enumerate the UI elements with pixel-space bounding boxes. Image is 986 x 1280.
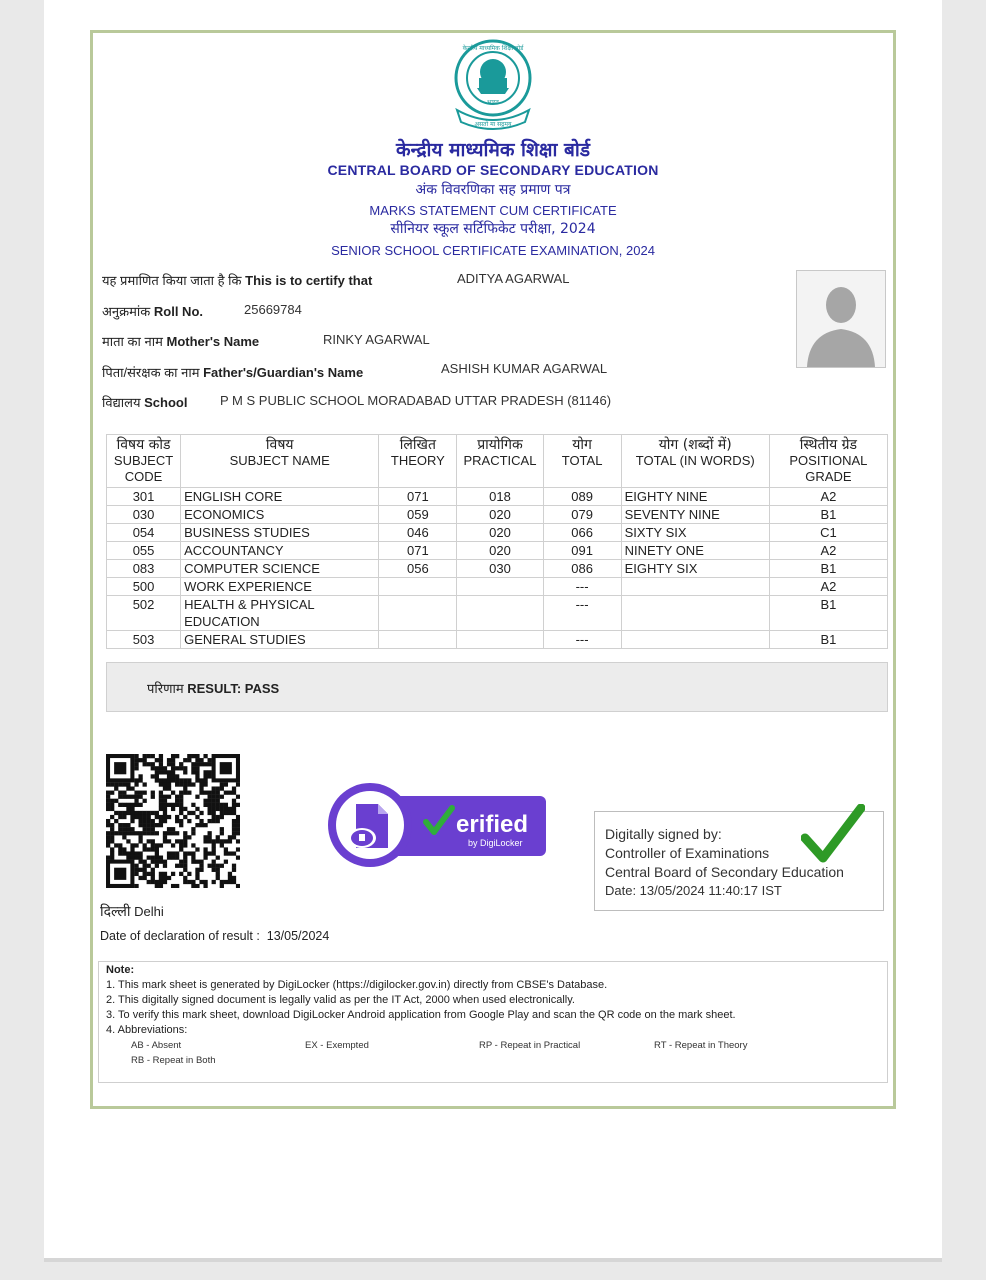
cell-grade: C1 bbox=[769, 524, 887, 542]
cell-words: EIGHTY SIX bbox=[621, 560, 769, 578]
header-subject-code: विषय कोड SUBJECT CODE bbox=[107, 435, 181, 488]
svg-text:असतो मा सद्गमय: असतो मा सद्गमय bbox=[474, 121, 512, 128]
cell-total: 079 bbox=[543, 506, 621, 524]
cell-grade: B1 bbox=[769, 560, 887, 578]
cbse-logo bbox=[449, 38, 537, 136]
digilocker-verified-badge bbox=[328, 782, 548, 868]
note-box bbox=[98, 961, 888, 1083]
signature-line: Controller of Examinations bbox=[605, 845, 770, 861]
cell-theory bbox=[379, 578, 457, 596]
cell-theory: 071 bbox=[379, 542, 457, 560]
table-header-row bbox=[107, 435, 888, 488]
cell-theory bbox=[379, 631, 457, 649]
cell-words: EIGHTY NINE bbox=[621, 488, 769, 506]
table-row bbox=[107, 596, 888, 631]
cell-total: 086 bbox=[543, 560, 621, 578]
cell-words bbox=[621, 631, 769, 649]
abbreviation: RP - Repeat in Practical bbox=[479, 1040, 581, 1051]
cell-practical: 020 bbox=[457, 506, 543, 524]
verified-subtext: by DigiLocker bbox=[468, 838, 523, 848]
cell-code: 301 bbox=[107, 488, 181, 506]
cell-subject: ENGLISH CORE bbox=[181, 488, 379, 506]
header-practical: प्रायोगिक PRACTICAL bbox=[457, 435, 543, 488]
school-label: विद्यालय School bbox=[102, 395, 188, 410]
cell-practical: 018 bbox=[457, 488, 543, 506]
cell-grade: A2 bbox=[769, 542, 887, 560]
cell-theory: 059 bbox=[379, 506, 457, 524]
result-text: परिणाम RESULT: PASS bbox=[147, 681, 280, 697]
mother-label: माता का नाम Mother's Name bbox=[102, 334, 260, 349]
cell-total: --- bbox=[543, 596, 621, 631]
cell-code: 503 bbox=[107, 631, 181, 649]
note-line: 2. This digitally signed document is legally valid as per the IT Act, 2000 when used electronically. bbox=[106, 994, 575, 1006]
page-shadow bbox=[44, 1258, 942, 1262]
verified-text: erified bbox=[456, 811, 529, 838]
cell-subject: HEALTH & PHYSICAL EDUCATION bbox=[181, 596, 379, 631]
note-line: 4. Abbreviations: bbox=[106, 1024, 188, 1036]
statement-title-english: MARKS STATEMENT CUM CERTIFICATE bbox=[369, 203, 617, 218]
cell-subject: WORK EXPERIENCE bbox=[181, 578, 379, 596]
exam-title-hindi: सीनियर स्कूल सर्टिफिकेट परीक्षा, 2024 bbox=[390, 221, 596, 237]
mother-name: RINKY AGARWAL bbox=[323, 332, 430, 347]
cell-grade: B1 bbox=[769, 506, 887, 524]
father-name: ASHISH KUMAR AGARWAL bbox=[441, 361, 608, 376]
header-grade: स्थितीय ग्रेड POSITIONAL GRADE bbox=[769, 435, 887, 488]
cell-words: SIXTY SIX bbox=[621, 524, 769, 542]
cell-grade: A2 bbox=[769, 578, 887, 596]
cell-theory: 071 bbox=[379, 488, 457, 506]
header-total: योग TOTAL bbox=[543, 435, 621, 488]
cell-total: --- bbox=[543, 578, 621, 596]
table-row bbox=[107, 560, 888, 578]
header-subject-name: विषय SUBJECT NAME bbox=[181, 435, 379, 488]
signature-line: Digitally signed by: bbox=[605, 826, 722, 842]
cell-total: --- bbox=[543, 631, 621, 649]
cell-subject: GENERAL STUDIES bbox=[181, 631, 379, 649]
note-line: 1. This mark sheet is generated by DigiLocker (https://digilocker.gov.in) directly from CBSE's Database. bbox=[106, 979, 608, 991]
cell-words bbox=[621, 596, 769, 631]
cell-grade: B1 bbox=[769, 596, 887, 631]
certify-label: यह प्रमाणित किया जाता है कि This is to certify that bbox=[102, 273, 373, 288]
declaration-date: Date of declaration of result : 13/05/2024 bbox=[100, 929, 330, 943]
table-row bbox=[107, 542, 888, 560]
marks-table bbox=[106, 434, 888, 649]
exam-title-english: SENIOR SCHOOL CERTIFICATE EXAMINATION, 2024 bbox=[331, 243, 655, 258]
cell-words bbox=[621, 578, 769, 596]
digital-signature-box[interactable] bbox=[594, 811, 884, 911]
abbreviation: RB - Repeat in Both bbox=[131, 1055, 216, 1066]
cell-code: 030 bbox=[107, 506, 181, 524]
cell-grade: A2 bbox=[769, 488, 887, 506]
board-name-english: CENTRAL BOARD OF SECONDARY EDUCATION bbox=[327, 162, 659, 178]
abbreviation: EX - Exempted bbox=[305, 1040, 369, 1051]
cell-theory bbox=[379, 596, 457, 631]
table-row bbox=[107, 578, 888, 596]
note-title: Note: bbox=[106, 964, 135, 976]
cell-code: 054 bbox=[107, 524, 181, 542]
table-row bbox=[107, 631, 888, 649]
cell-code: 502 bbox=[107, 596, 181, 631]
abbreviation: RT - Repeat in Theory bbox=[654, 1040, 748, 1051]
school-name: P M S PUBLIC SCHOOL MORADABAD UTTAR PRADESH (81146) bbox=[220, 393, 612, 408]
cell-theory: 046 bbox=[379, 524, 457, 542]
cell-words: SEVENTY NINE bbox=[621, 506, 769, 524]
table-row bbox=[107, 524, 888, 542]
person-silhouette-icon bbox=[797, 271, 885, 367]
cell-code: 083 bbox=[107, 560, 181, 578]
svg-text:केन्द्रीय माध्यमिक शिक्षा बोर्: केन्द्रीय माध्यमिक शिक्षा बोर्ड bbox=[462, 45, 524, 52]
cell-total: 066 bbox=[543, 524, 621, 542]
cell-words: NINETY ONE bbox=[621, 542, 769, 560]
candidate-name: ADITYA AGARWAL bbox=[457, 271, 570, 286]
cell-practical: 020 bbox=[457, 524, 543, 542]
table-row bbox=[107, 506, 888, 524]
cell-practical bbox=[457, 631, 543, 649]
candidate-photo bbox=[796, 270, 886, 368]
qr-code-icon[interactable] bbox=[106, 754, 240, 888]
note-line: 3. To verify this mark sheet, download DigiLocker Android application from Google Play and scan the QR code on the mark sheet. bbox=[106, 1009, 736, 1021]
cell-practical bbox=[457, 596, 543, 631]
header-total-words: योग (शब्दों में) TOTAL (IN WORDS) bbox=[621, 435, 769, 488]
svg-text:भारत: भारत bbox=[487, 99, 499, 106]
cell-subject: COMPUTER SCIENCE bbox=[181, 560, 379, 578]
roll-number: 25669784 bbox=[244, 302, 302, 317]
cell-total: 091 bbox=[543, 542, 621, 560]
cell-subject: ACCOUNTANCY bbox=[181, 542, 379, 560]
cell-practical bbox=[457, 578, 543, 596]
header-theory: लिखित THEORY bbox=[379, 435, 457, 488]
cell-grade: B1 bbox=[769, 631, 887, 649]
result-row bbox=[106, 662, 888, 712]
father-label: पिता/संरक्षक का नाम Father's/Guardian's Name bbox=[102, 365, 364, 380]
signature-line: Central Board of Secondary Education bbox=[605, 864, 844, 880]
table-row bbox=[107, 488, 888, 506]
cell-code: 055 bbox=[107, 542, 181, 560]
signature-date: Date: 13/05/2024 11:40:17 IST bbox=[605, 883, 782, 898]
cell-subject: ECONOMICS bbox=[181, 506, 379, 524]
cell-practical: 020 bbox=[457, 542, 543, 560]
statement-title-hindi: अंक विवरणिका सह प्रमाण पत्र bbox=[415, 182, 571, 198]
cell-practical: 030 bbox=[457, 560, 543, 578]
checkmark-icon bbox=[801, 804, 865, 866]
roll-label: अनुक्रमांक Roll No. bbox=[102, 304, 203, 319]
cell-total: 089 bbox=[543, 488, 621, 506]
board-name-hindi: केन्द्रीय माध्यमिक शिक्षा बोर्ड bbox=[396, 139, 590, 161]
place: दिल्ली Delhi bbox=[100, 904, 164, 920]
cell-code: 500 bbox=[107, 578, 181, 596]
cell-subject: BUSINESS STUDIES bbox=[181, 524, 379, 542]
cell-theory: 056 bbox=[379, 560, 457, 578]
abbreviation: AB - Absent bbox=[131, 1040, 182, 1051]
